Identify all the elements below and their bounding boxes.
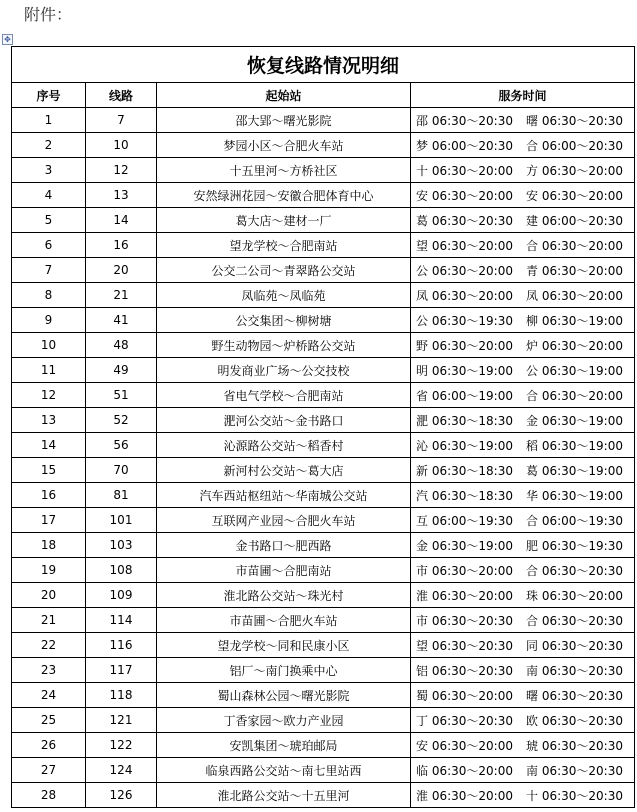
route-terminals: 凤临苑～凤临苑 [157, 283, 411, 308]
service-time-first-terminal: 野 06:30～20:00 [416, 338, 513, 353]
service-time-second-terminal: 合 06:30～20:30 [526, 563, 623, 578]
service-time-first-terminal: 葛 06:30～20:30 [416, 213, 513, 228]
service-time-second-terminal: 同 06:30～20:30 [526, 638, 623, 653]
service-time-second-terminal: 欧 06:30～20:30 [526, 713, 623, 728]
service-time [411, 158, 635, 183]
table-row [12, 433, 635, 458]
route-line-number: 103 [86, 533, 157, 558]
service-time-second-terminal: 公 06:30～19:00 [526, 363, 623, 378]
service-time [411, 283, 635, 308]
service-time-second-terminal: 金 06:30～19:00 [526, 413, 623, 428]
route-terminals: 望龙学校～合肥南站 [157, 233, 411, 258]
route-line-number: 56 [86, 433, 157, 458]
service-time-first-terminal: 邵 06:30～20:30 [416, 113, 513, 128]
route-terminals: 互联网产业园～合肥火车站 [157, 508, 411, 533]
service-time [411, 483, 635, 508]
service-time [411, 308, 635, 333]
service-time-second-terminal: 肥 06:30～19:30 [526, 538, 623, 553]
route-line-number: 121 [86, 708, 157, 733]
service-time-second-terminal: 青 06:30～20:00 [526, 263, 623, 278]
service-time [411, 258, 635, 283]
row-index: 10 [12, 333, 86, 358]
service-time-first-terminal: 淮 06:30～20:00 [416, 588, 513, 603]
service-time [411, 508, 635, 533]
table-row [12, 358, 635, 383]
table-row [12, 558, 635, 583]
row-index: 15 [12, 458, 86, 483]
service-time-second-terminal: 合 06:30～20:30 [526, 613, 623, 628]
route-terminals: 安凯集团～琥珀邮局 [157, 733, 411, 758]
table-row [12, 158, 635, 183]
row-index: 20 [12, 583, 86, 608]
route-terminals: 邵大郢～曙光影院 [157, 108, 411, 133]
service-time-second-terminal: 琥 06:30～20:30 [526, 738, 623, 753]
route-line-number: 21 [86, 283, 157, 308]
row-index: 3 [12, 158, 86, 183]
route-terminals: 新河村公交站～葛大店 [157, 458, 411, 483]
route-line-number: 52 [86, 408, 157, 433]
table-row [12, 233, 635, 258]
service-time-first-terminal: 十 06:30～20:00 [416, 163, 513, 178]
attachment-label: 附件： [24, 5, 73, 24]
route-line-number: 51 [86, 383, 157, 408]
row-index: 12 [12, 383, 86, 408]
route-line-number: 108 [86, 558, 157, 583]
table-row [12, 483, 635, 508]
row-index: 17 [12, 508, 86, 533]
table-row [12, 683, 635, 708]
route-line-number: 101 [86, 508, 157, 533]
row-index: 13 [12, 408, 86, 433]
service-time-first-terminal: 公 06:30～20:00 [416, 263, 513, 278]
route-terminals: 淝河公交站～金书路口 [157, 408, 411, 433]
route-terminals: 省电气学校～合肥南站 [157, 383, 411, 408]
service-time-second-terminal: 合 06:00～20:30 [526, 138, 623, 153]
service-time-second-terminal: 华 06:30～19:00 [526, 488, 623, 503]
service-time-first-terminal: 省 06:00～19:00 [416, 388, 513, 403]
route-line-number: 16 [86, 233, 157, 258]
service-time-second-terminal: 曙 06:30～20:30 [526, 688, 623, 703]
table-row [12, 508, 635, 533]
route-line-number: 49 [86, 358, 157, 383]
table-move-handle-icon[interactable]: ✥ [2, 34, 13, 45]
service-time-first-terminal: 金 06:30～19:00 [416, 538, 513, 553]
row-index: 7 [12, 258, 86, 283]
service-time-first-terminal: 丁 06:30～20:30 [416, 713, 513, 728]
service-time [411, 383, 635, 408]
service-time-second-terminal: 葛 06:30～19:00 [526, 463, 623, 478]
row-index: 16 [12, 483, 86, 508]
route-line-number: 109 [86, 583, 157, 608]
table-row [12, 283, 635, 308]
table-title: 恢复线路情况明细 [12, 47, 635, 83]
service-time-first-terminal: 淮 06:30～20:00 [416, 788, 513, 803]
service-time-first-terminal: 沁 06:30～19:00 [416, 438, 513, 453]
table-row [12, 758, 635, 783]
service-time-second-terminal: 十 06:30～20:30 [526, 788, 623, 803]
route-line-number: 118 [86, 683, 157, 708]
route-terminals: 淮北路公交站～珠光村 [157, 583, 411, 608]
row-index: 9 [12, 308, 86, 333]
table-row [12, 608, 635, 633]
table-row [12, 258, 635, 283]
route-terminals: 葛大店～建材一厂 [157, 208, 411, 233]
service-time-second-terminal: 曙 06:30～20:30 [526, 113, 623, 128]
service-time-first-terminal: 蜀 06:30～20:00 [416, 688, 513, 703]
service-time-second-terminal: 南 06:30～20:30 [526, 763, 623, 778]
service-time-first-terminal: 汽 06:30～18:30 [416, 488, 513, 503]
route-terminals: 临泉西路公交站～南七里站西 [157, 758, 411, 783]
row-index: 6 [12, 233, 86, 258]
route-terminals: 安然绿洲花园～安徽合肥体育中心 [157, 183, 411, 208]
route-terminals: 十五里河～方桥社区 [157, 158, 411, 183]
service-time [411, 533, 635, 558]
service-time [411, 583, 635, 608]
route-line-number: 114 [86, 608, 157, 633]
route-line-number: 81 [86, 483, 157, 508]
table-row [12, 408, 635, 433]
column-header-index: 序号 [12, 83, 86, 108]
service-time [411, 358, 635, 383]
service-time-first-terminal: 互 06:00～19:30 [416, 513, 513, 528]
service-time-second-terminal: 柳 06:30～19:00 [526, 313, 623, 328]
service-time [411, 708, 635, 733]
row-index: 28 [12, 783, 86, 808]
route-terminals: 明发商业广场～公交技校 [157, 358, 411, 383]
service-time-second-terminal: 珠 06:30～20:00 [526, 588, 623, 603]
route-terminals: 汽车西站枢纽站～华南城公交站 [157, 483, 411, 508]
service-time [411, 333, 635, 358]
row-index: 22 [12, 633, 86, 658]
service-time-second-terminal: 合 06:00～19:30 [526, 513, 623, 528]
route-terminals: 蜀山森林公园～曙光影院 [157, 683, 411, 708]
service-time [411, 683, 635, 708]
service-time-first-terminal: 凤 06:30～20:00 [416, 288, 513, 303]
route-terminals: 梦园小区～合肥火车站 [157, 133, 411, 158]
route-line-number: 10 [86, 133, 157, 158]
service-time-first-terminal: 安 06:30～20:00 [416, 738, 513, 753]
row-index: 18 [12, 533, 86, 558]
table-row [12, 383, 635, 408]
service-time [411, 658, 635, 683]
column-header-line: 线路 [86, 83, 157, 108]
service-time [411, 133, 635, 158]
route-terminals: 淮北路公交站～十五里河 [157, 783, 411, 808]
table-row [12, 583, 635, 608]
service-time-second-terminal: 南 06:30～20:30 [526, 663, 623, 678]
service-time [411, 558, 635, 583]
service-time [411, 783, 635, 808]
route-line-number: 117 [86, 658, 157, 683]
column-header-stops: 起始站 [157, 83, 411, 108]
table-row [12, 708, 635, 733]
service-time [411, 608, 635, 633]
service-time-second-terminal: 凤 06:30～20:00 [526, 288, 623, 303]
service-time [411, 733, 635, 758]
row-index: 2 [12, 133, 86, 158]
service-time-second-terminal: 建 06:00～20:30 [526, 213, 623, 228]
service-time-first-terminal: 市 06:30～20:30 [416, 613, 513, 628]
route-terminals: 野生动物园～炉桥路公交站 [157, 333, 411, 358]
route-line-number: 20 [86, 258, 157, 283]
service-time [411, 433, 635, 458]
table-row [12, 533, 635, 558]
service-time-first-terminal: 铝 06:30～20:30 [416, 663, 513, 678]
table-row [12, 733, 635, 758]
route-line-number: 124 [86, 758, 157, 783]
service-time [411, 208, 635, 233]
route-terminals: 沁源路公交站～稻香村 [157, 433, 411, 458]
route-terminals: 市苗圃～合肥火车站 [157, 608, 411, 633]
service-time [411, 408, 635, 433]
service-time [411, 183, 635, 208]
route-terminals: 市苗圃～合肥南站 [157, 558, 411, 583]
table-row [12, 458, 635, 483]
route-line-number: 126 [86, 783, 157, 808]
service-time-first-terminal: 市 06:30～20:00 [416, 563, 513, 578]
row-index: 23 [12, 658, 86, 683]
table-row [12, 783, 635, 808]
table-row [12, 183, 635, 208]
row-index: 19 [12, 558, 86, 583]
table-row [12, 208, 635, 233]
route-line-number: 122 [86, 733, 157, 758]
service-time-second-terminal: 方 06:30～20:00 [526, 163, 623, 178]
service-time [411, 758, 635, 783]
table-row [12, 333, 635, 358]
row-index: 8 [12, 283, 86, 308]
table-row [12, 633, 635, 658]
route-terminals: 铝厂～南门换乘中心 [157, 658, 411, 683]
service-time-first-terminal: 望 06:30～20:30 [416, 638, 513, 653]
row-index: 27 [12, 758, 86, 783]
service-time-second-terminal: 合 06:30～20:00 [526, 238, 623, 253]
row-index: 14 [12, 433, 86, 458]
route-line-number: 41 [86, 308, 157, 333]
table-row [12, 108, 635, 133]
route-line-number: 13 [86, 183, 157, 208]
row-index: 25 [12, 708, 86, 733]
service-time [411, 633, 635, 658]
route-line-number: 48 [86, 333, 157, 358]
route-line-number: 14 [86, 208, 157, 233]
route-terminals: 金书路口～肥西路 [157, 533, 411, 558]
table-row [12, 658, 635, 683]
row-index: 5 [12, 208, 86, 233]
route-terminals: 公交集团～柳树塘 [157, 308, 411, 333]
service-time [411, 108, 635, 133]
service-time-second-terminal: 炉 06:30～20:00 [526, 338, 623, 353]
table-header-row [12, 83, 635, 108]
row-index: 21 [12, 608, 86, 633]
service-time-first-terminal: 淝 06:30～18:30 [416, 413, 513, 428]
table-row [12, 308, 635, 333]
row-index: 1 [12, 108, 86, 133]
route-line-number: 12 [86, 158, 157, 183]
service-time [411, 458, 635, 483]
service-time-first-terminal: 安 06:30～20:00 [416, 188, 513, 203]
route-line-number: 70 [86, 458, 157, 483]
route-recovery-table [11, 46, 635, 808]
row-index: 4 [12, 183, 86, 208]
service-time-first-terminal: 明 06:30～19:00 [416, 363, 513, 378]
row-index: 11 [12, 358, 86, 383]
column-header-service-time: 服务时间 [411, 83, 635, 108]
table-body [12, 108, 635, 808]
service-time-second-terminal: 稻 06:30～19:00 [526, 438, 623, 453]
service-time-second-terminal: 安 06:30～20:00 [526, 188, 623, 203]
table-row [12, 133, 635, 158]
row-index: 24 [12, 683, 86, 708]
route-terminals: 公交二公司～青翠路公交站 [157, 258, 411, 283]
route-line-number: 7 [86, 108, 157, 133]
route-terminals: 丁香家园～欧力产业园 [157, 708, 411, 733]
service-time [411, 233, 635, 258]
service-time-first-terminal: 临 06:30～20:00 [416, 763, 513, 778]
service-time-second-terminal: 合 06:30～20:00 [526, 388, 623, 403]
service-time-first-terminal: 望 06:30～20:00 [416, 238, 513, 253]
service-time-first-terminal: 新 06:30～18:30 [416, 463, 513, 478]
service-time-first-terminal: 梦 06:00～20:30 [416, 138, 513, 153]
row-index: 26 [12, 733, 86, 758]
route-line-number: 116 [86, 633, 157, 658]
service-time-first-terminal: 公 06:30～19:30 [416, 313, 513, 328]
route-terminals: 望龙学校～同和民康小区 [157, 633, 411, 658]
